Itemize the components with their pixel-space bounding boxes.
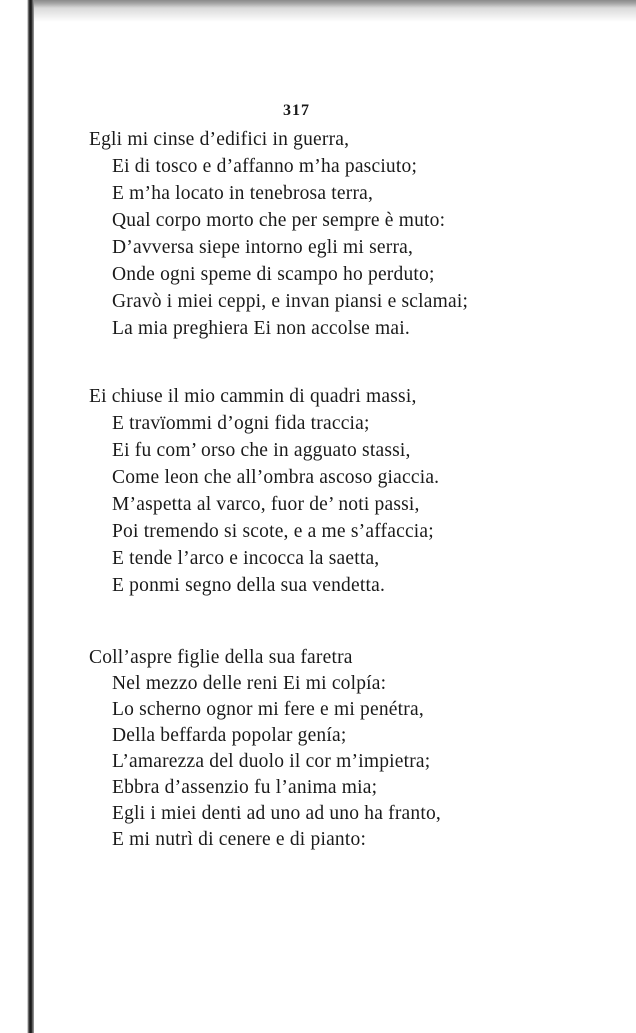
verse-line: Ebbra d’assenzio fu l’anima mia; bbox=[112, 777, 378, 798]
verse-line: Ei chiuse il mio cammin di quadri massi, bbox=[89, 386, 417, 407]
verse-line: M’aspetta al varco, fuor de’ noti passi, bbox=[112, 494, 420, 515]
verse-line: E m’ha locato in tenebrosa terra, bbox=[112, 183, 374, 204]
verse-line: Egli mi cinse d’edifici in guerra, bbox=[89, 129, 350, 150]
book-spine-gutter bbox=[0, 0, 34, 1033]
verse-line: Onde ogni speme di scampo ho perduto; bbox=[112, 264, 435, 285]
verse-line: Lo scherno ognor mi fere e mi penétra, bbox=[112, 699, 424, 720]
verse-line: E ponmi segno della sua vendetta. bbox=[112, 575, 386, 596]
verse-line: Ei fu com’ orso che in agguato stassi, bbox=[112, 440, 411, 461]
verse-line: L’amarezza del duolo il cor m’impietra; bbox=[112, 751, 431, 772]
verse-line: Coll’aspre figlie della sua faretra bbox=[89, 647, 353, 668]
page-top-edge-shadow bbox=[0, 0, 636, 22]
verse-line: Qual corpo morto che per sempre è muto: bbox=[112, 210, 446, 231]
verse-line: Ei di tosco e d’affanno m’ha pasciuto; bbox=[112, 156, 418, 177]
verse-line: E tende l’arco e incocca la saetta, bbox=[112, 548, 380, 569]
verse-line: E mi nutrì di cenere e di pianto: bbox=[112, 829, 367, 850]
verse-line: Egli i miei denti ad uno ad uno ha franto, bbox=[112, 803, 441, 824]
verse-line: E travïommi d’ogni fida traccia; bbox=[112, 413, 370, 434]
verse-line: Come leon che all’ombra ascoso giaccia. bbox=[112, 467, 440, 488]
page-number: 317 bbox=[283, 102, 310, 119]
verse-line: La mia preghiera Ei non accolse mai. bbox=[112, 318, 410, 339]
verse-line: Nel mezzo delle reni Ei mi colpía: bbox=[112, 673, 387, 694]
verse-line: Della beffarda popolar genía; bbox=[112, 725, 347, 746]
verse-line: Gravò i miei ceppi, e invan piansi e sclamai; bbox=[112, 291, 469, 312]
verse-line: D’avversa siepe intorno egli mi serra, bbox=[112, 237, 414, 258]
verse-line: Poi tremendo si scote, e a me s’affaccia; bbox=[112, 521, 434, 542]
